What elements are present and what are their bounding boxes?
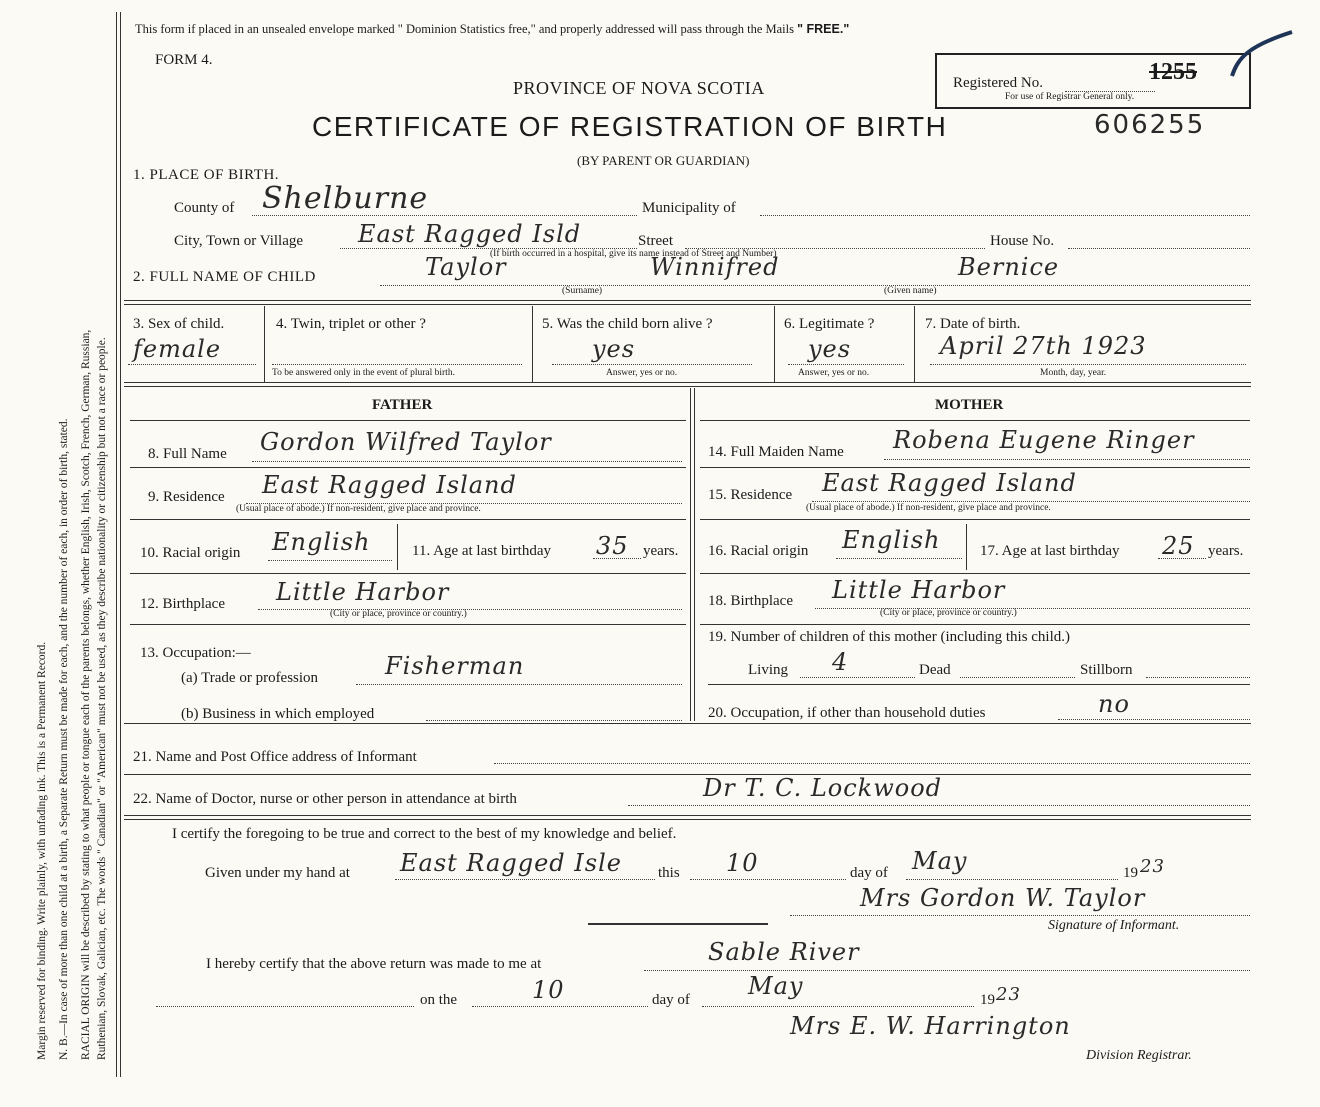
registrar-day: 10 <box>532 976 565 1004</box>
father-heading: FATHER <box>372 397 433 413</box>
county-value: Shelburne <box>262 181 429 216</box>
mother-occupation-value: no <box>1098 690 1130 718</box>
registrar-signature: Mrs E. W. Harrington <box>790 1012 1071 1040</box>
father-residence-label: 9. Residence <box>148 489 225 505</box>
mother-racial-label: 16. Racial origin <box>708 543 809 559</box>
mother-age-value: 25 <box>1162 532 1195 560</box>
mother-residence-note: (Usual place of abode.) If non-resident, give place and province. <box>806 503 1051 513</box>
registrar-year: 23 <box>996 984 1021 1005</box>
registered-label: Registered No. <box>953 75 1043 91</box>
father-age-value: 35 <box>596 532 629 560</box>
cert-day: 10 <box>726 849 759 877</box>
stillborn-label: Stillborn <box>1080 662 1133 678</box>
registrar-statement: I hereby certify that the above return was made to me at <box>206 956 542 972</box>
registrar-place: Sable River <box>708 938 860 966</box>
legit-label: 6. Legitimate ? <box>784 316 875 332</box>
separator-rule <box>588 923 768 925</box>
father-birthplace-note: (City or place, province or country.) <box>330 609 467 619</box>
living-value: 4 <box>832 648 849 676</box>
county-label: County of <box>174 200 235 216</box>
father-birthplace-label: 12. Birthplace <box>140 596 225 612</box>
mother-children-label: 19. Number of children of this mother (including this child.) <box>708 629 1071 645</box>
father-age-label: 11. Age at last birthday <box>412 543 551 559</box>
dob-value: April 27th 1923 <box>940 332 1147 360</box>
doctor-value: Dr T. C. Lockwood <box>703 774 943 802</box>
father-trade-label: (a) Trade or profession <box>181 670 319 686</box>
cert-year: 23 <box>1140 856 1165 877</box>
informant-label: 21. Name and Post Office address of Informant <box>133 749 417 765</box>
street-note: (If birth occurred in a hospital, give its name instead of Street and Number) <box>490 249 777 259</box>
child-given-2: Bernice <box>958 253 1060 281</box>
alive-label: 5. Was the child born alive ? <box>542 316 713 332</box>
twin-label: 4. Twin, triplet or other ? <box>276 316 426 332</box>
certify-statement: I certify the foregoing to be true and correct to the best of my knowledge and belief. <box>172 826 677 842</box>
child-given-1: Winnifred <box>650 253 780 281</box>
father-trade-value: Fisherman <box>385 652 525 680</box>
document-title: CERTIFICATE OF REGISTRATION OF BIRTH <box>312 111 948 142</box>
mother-age-label: 17. Age at last birthday <box>980 543 1120 559</box>
dob-note: Month, day, year. <box>1040 368 1107 378</box>
cert-day-of-label: day of <box>850 865 888 881</box>
margin-note-3: RACIAL ORIGIN will be described by stating to what people or tongue each of the parents belongs, whether English, Irish, Scotch, French, German, Russian, <box>80 329 92 1060</box>
mother-racial-value: English <box>842 526 941 554</box>
mother-residence-label: 15. Residence <box>708 487 793 503</box>
child-name-label: 2. FULL NAME OF CHILD <box>133 269 316 285</box>
this-label: this <box>658 865 680 881</box>
mother-age-unit: years. <box>1208 543 1244 559</box>
municipality-label: Municipality of <box>642 200 736 216</box>
father-racial-value: English <box>272 528 371 556</box>
mother-name-label: 14. Full Maiden Name <box>708 444 844 460</box>
house-label: House No. <box>990 233 1055 249</box>
father-residence-value: East Ragged Island <box>262 471 517 499</box>
informant-signature: Mrs Gordon W. Taylor <box>860 884 1146 912</box>
registered-value: 1255 <box>1149 59 1197 85</box>
dead-label: Dead <box>919 662 951 678</box>
given-place: East Ragged Isle <box>400 849 622 877</box>
twin-note: To be answered only in the event of plural birth. <box>272 368 455 378</box>
place-heading: 1. PLACE OF BIRTH. <box>133 167 280 183</box>
registrar-month: May <box>748 972 804 1000</box>
cert-year-prefix: 19 <box>1123 865 1138 881</box>
margin-rule <box>116 12 117 1077</box>
margin-note-2: N. B.—In case of more than one child at a birth, a Separate Return must be made for each, and the number of each, in order of birth, stated. <box>58 418 70 1060</box>
legit-note: Answer, yes or no. <box>798 368 870 378</box>
margin-note-1: Margin reserved for binding. Write plainly, with unfading ink. This is a Permanent Record. <box>36 641 48 1060</box>
father-occupation-label: 13. Occupation:— <box>140 645 251 661</box>
child-surname: Taylor <box>425 253 507 281</box>
registered-box <box>935 53 1251 109</box>
mother-birthplace-value: Little Harbor <box>832 576 1006 604</box>
registrar-on-the-label: on the <box>420 992 458 1008</box>
father-birthplace-value: Little Harbor <box>276 578 450 606</box>
street-label: Street <box>638 233 673 249</box>
given-label: Given under my hand at <box>205 865 350 881</box>
mother-name-value: Robena Eugene Ringer <box>893 426 1195 454</box>
registrar-day-of-label: day of <box>652 992 690 1008</box>
informant-caption: Signature of Informant. <box>1048 918 1180 933</box>
margin-rule-2 <box>120 12 121 1077</box>
registrar-year-prefix: 19 <box>980 992 995 1008</box>
father-racial-label: 10. Racial origin <box>140 545 241 561</box>
cert-month: May <box>912 847 968 875</box>
dob-label: 7. Date of birth. <box>925 316 1021 332</box>
document-subtitle: (BY PARENT OR GUARDIAN) <box>577 153 750 168</box>
father-residence-note: (Usual place of abode.) If non-resident, give place and province. <box>236 504 481 514</box>
given-name-note: (Given name) <box>884 286 937 296</box>
alive-value: yes <box>592 335 636 363</box>
living-label: Living <box>748 662 788 678</box>
father-age-unit: years. <box>643 543 679 559</box>
registrar-caption: Division Registrar. <box>1086 1048 1192 1063</box>
mother-heading: MOTHER <box>935 397 1004 413</box>
margin-note-4: Ruthenian, Slovak, Galician, etc. The words " Canadian" or "American" must not be used, as they describe nationality or citizenship but not a race or people. <box>96 337 108 1060</box>
registered-note: For use of Registrar General only. <box>1005 92 1135 102</box>
father-name-value: Gordon Wilfred Taylor <box>260 428 552 456</box>
margin-notes <box>0 0 120 1107</box>
check-mark-icon <box>1228 28 1298 83</box>
father-business-label: (b) Business in which employed <box>181 706 375 722</box>
mail-note: This form if placed in an unsealed envelope marked " Dominion Statistics free," and properly addressed will pass through the Mails " FREE." <box>135 22 850 36</box>
father-name-label: 8. Full Name <box>148 446 227 462</box>
province-heading: PROVINCE OF NOVA SCOTIA <box>513 78 765 98</box>
city-value: East Ragged Isld <box>358 220 582 248</box>
city-label: City, Town or Village <box>174 233 304 249</box>
mother-birthplace-label: 18. Birthplace <box>708 593 793 609</box>
doctor-label: 22. Name of Doctor, nurse or other person in attendance at birth <box>133 791 517 807</box>
sex-value: female <box>133 335 222 363</box>
mother-residence-value: East Ragged Island <box>822 469 1077 497</box>
alive-note: Answer, yes or no. <box>606 368 678 378</box>
sex-label: 3. Sex of child. <box>133 316 225 332</box>
surname-note: (Surname) <box>562 286 603 296</box>
mother-birthplace-note: (City or place, province or country.) <box>880 608 1017 618</box>
mother-occupation-label: 20. Occupation, if other than household duties <box>708 705 986 721</box>
legit-value: yes <box>808 335 852 363</box>
form-number: FORM 4. <box>155 52 213 68</box>
certificate-number: 606255 <box>1094 110 1206 140</box>
